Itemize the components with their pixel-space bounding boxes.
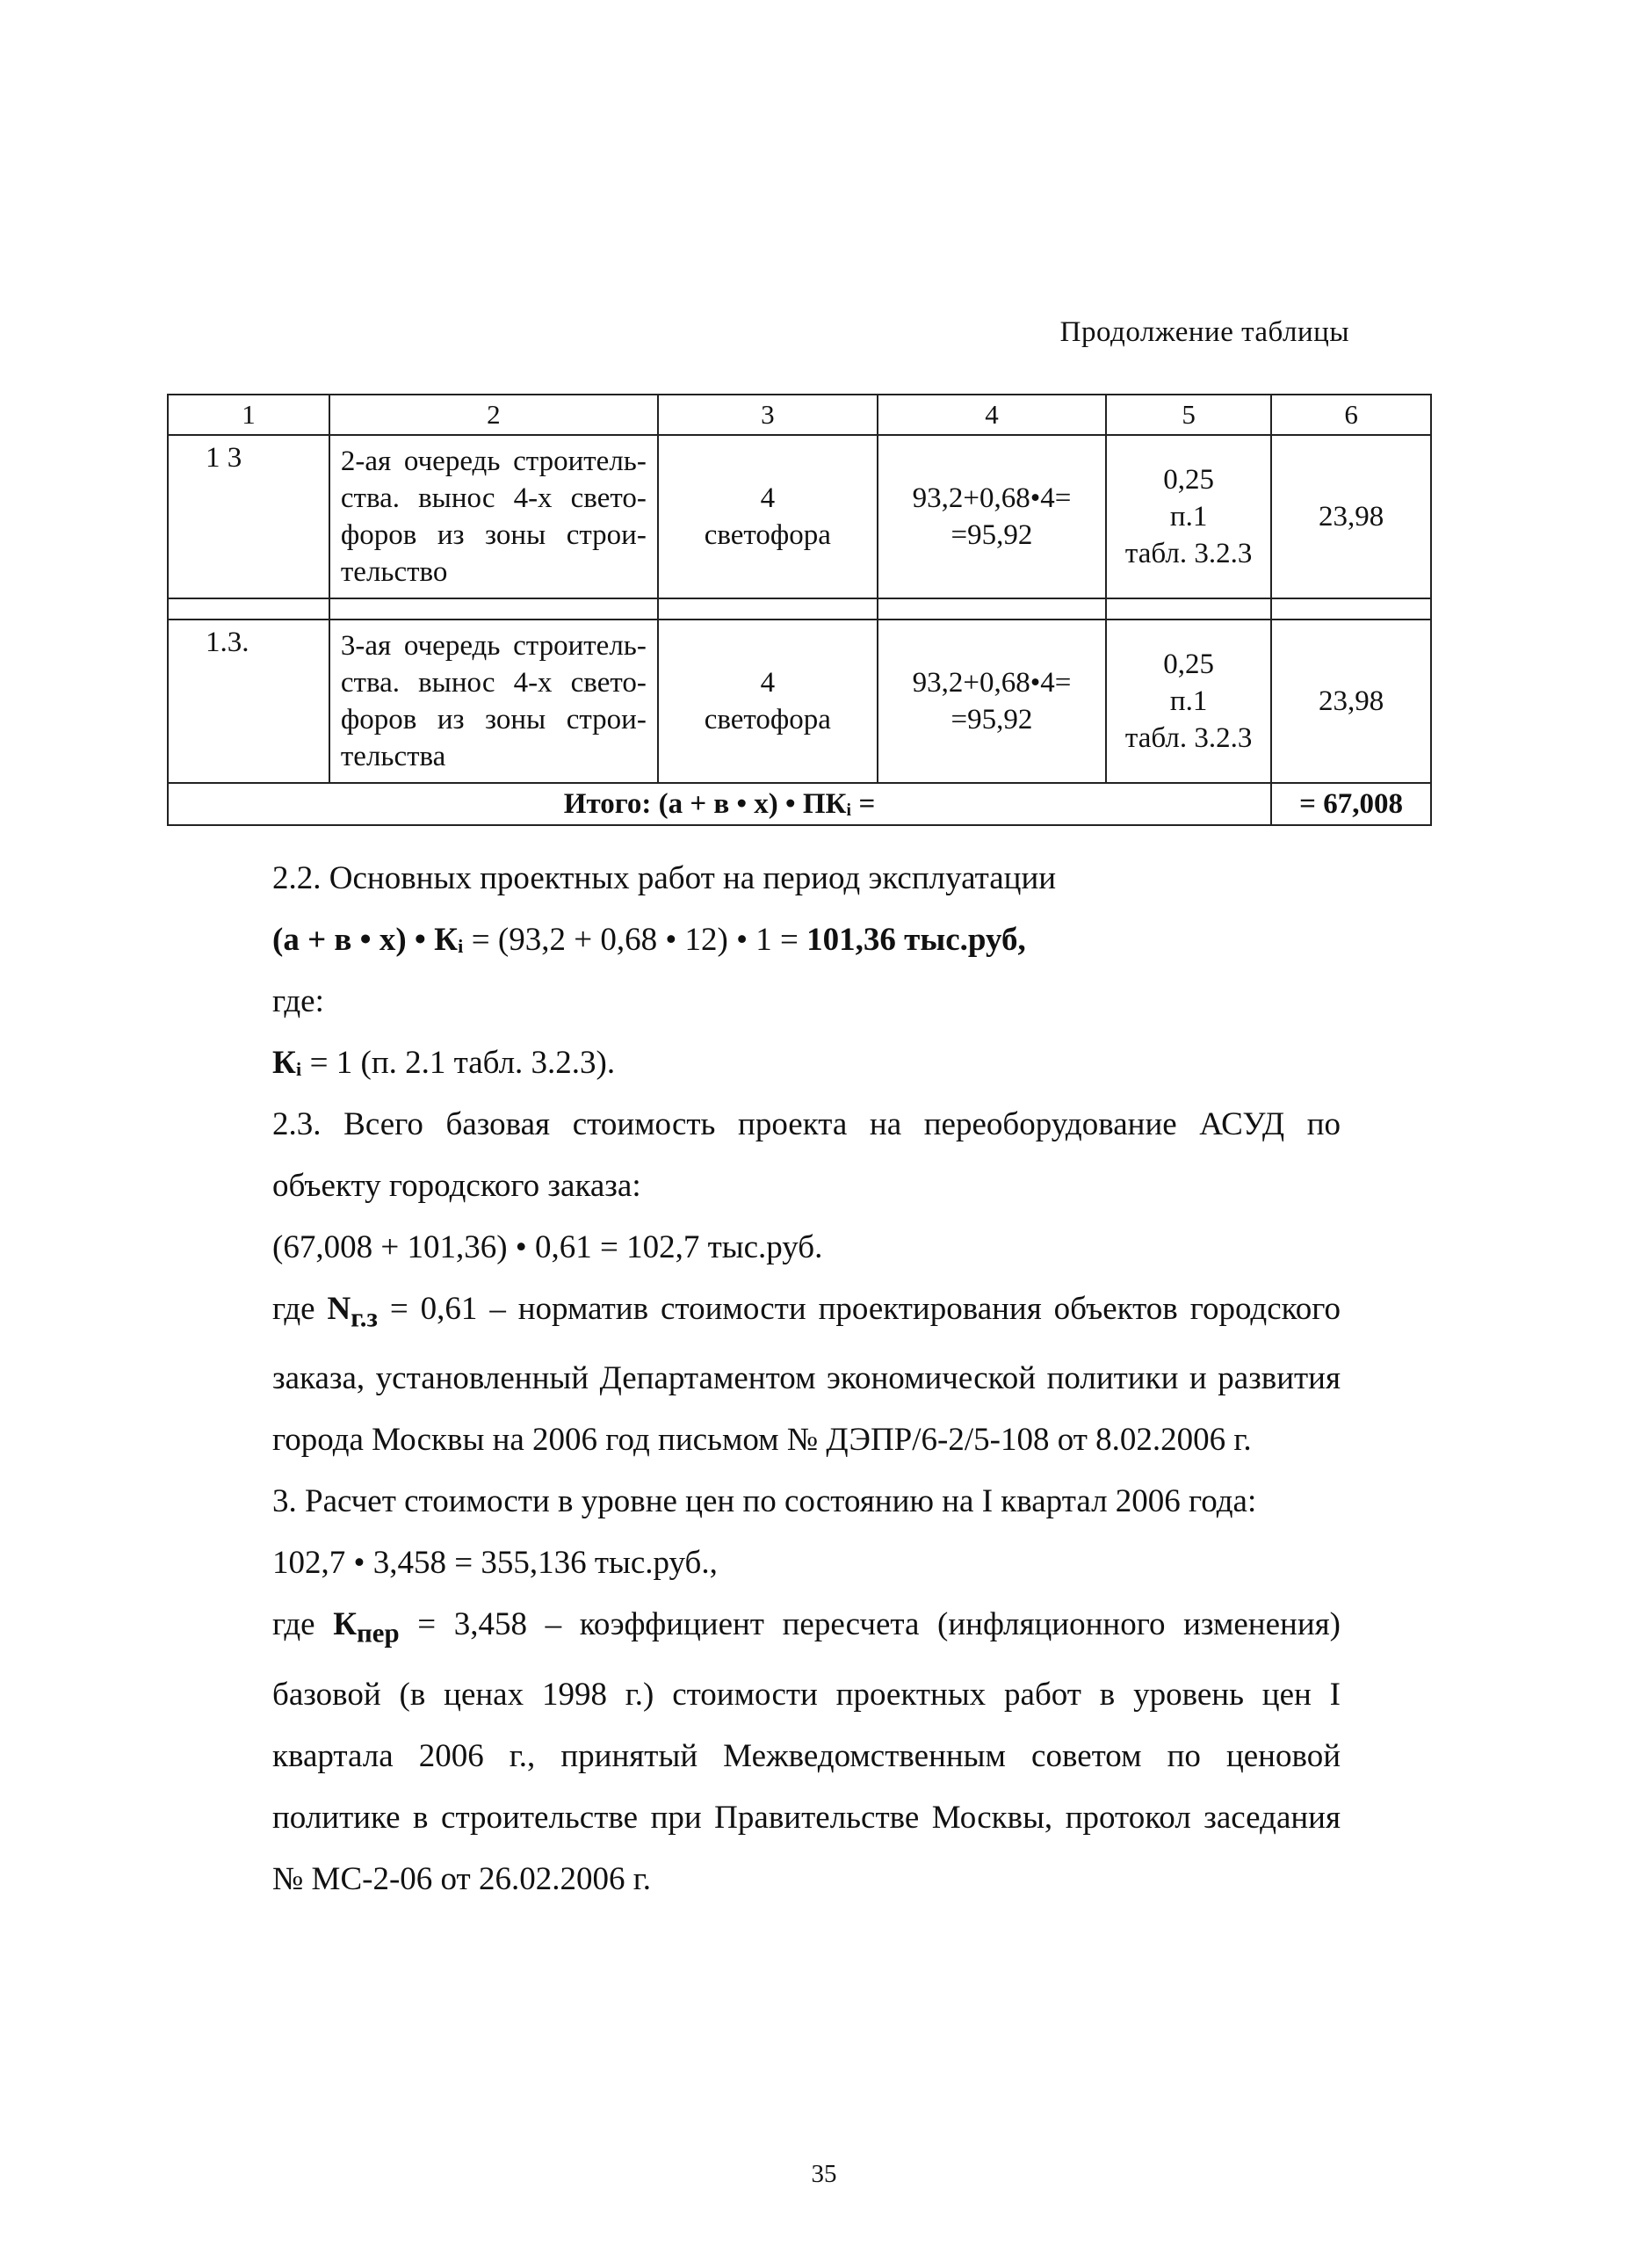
coefficient-value-text: = 1 (п. 2.1 табл. 3.2.3). bbox=[301, 1045, 616, 1081]
section-2-3-paragraph: 2.3. Всего базовая стоимость проекта на переоборудование АСУД по объекту городского заказа: bbox=[272, 1106, 1341, 1204]
recalc-coefficient-symbol bbox=[333, 1606, 400, 1648]
total-label: Итого: (а + в • х) • ПКᵢ = bbox=[168, 783, 1271, 825]
column-header-3: 3 bbox=[658, 395, 878, 435]
where-prefix: где bbox=[272, 1291, 328, 1327]
where-prefix: где bbox=[272, 1606, 334, 1643]
row-result: 23,98 bbox=[1271, 435, 1431, 598]
formula-final-cost: 102,7 • 3,458 = 355,136 тыс.руб., bbox=[272, 1545, 718, 1582]
calculation-line-2: =95,92 bbox=[950, 704, 1033, 735]
quantity-unit: светофора bbox=[704, 704, 831, 735]
norm-symbol-subscript: г.з bbox=[351, 1302, 378, 1333]
row-description: 3-ая очередь строитель-ства. вынос 4-х свето-форов из зоны строи-тельства bbox=[329, 620, 658, 783]
table-continuation-label: Продолжение таблицы bbox=[1059, 316, 1349, 348]
coefficient-ref-item: п.1 bbox=[1169, 501, 1208, 533]
coefficient-ref-table: табл. 3.2.3 bbox=[1124, 538, 1253, 569]
formula-lhs: (а + в • х) • Кᵢ bbox=[272, 922, 464, 958]
section-3-paragraph: 3. Расчет стоимости в уровне цен по состоянию на I квартал 2006 года: bbox=[272, 1483, 1257, 1520]
column-header-4: 4 bbox=[878, 395, 1106, 435]
coefficient-value: 0,25 bbox=[1163, 649, 1214, 680]
norm-description: = 0,61 – норматив стоимости проектирования объектов городского заказа, установленный Департаментом экономической политики и развития города Москвы на 2006 год письмом № ДЭПР/6-2/5-108 от 8.02.2006 г. bbox=[272, 1291, 1341, 1459]
coefficient-ref-table: табл. 3.2.3 bbox=[1124, 722, 1253, 754]
page-number: 35 bbox=[811, 2160, 837, 2188]
formula-base-cost: (67,008 + 101,36) • 0,61 = 102,7 тыс.руб. bbox=[272, 1229, 823, 1265]
recalc-coefficient-definition bbox=[183, 1594, 1341, 1909]
coefficient-symbol: Кᵢ bbox=[272, 1045, 302, 1081]
row-calculation bbox=[878, 435, 1106, 598]
where-label: где: bbox=[272, 983, 324, 1019]
total-value: = 67,008 bbox=[1271, 783, 1431, 825]
row-coefficient bbox=[1106, 435, 1271, 598]
column-header-1: 1 bbox=[168, 395, 329, 435]
recalc-symbol-letter: К bbox=[333, 1606, 358, 1643]
row-result: 23,98 bbox=[1271, 620, 1431, 783]
row-number: 1 3 bbox=[168, 435, 329, 598]
quantity-number: 4 bbox=[760, 667, 776, 699]
row-description: 2-ая очередь строитель-ства. вынос 4-х свето-форов из зоны строи-тельство bbox=[329, 435, 658, 598]
table-total-row bbox=[168, 783, 1431, 825]
table-row bbox=[168, 435, 1431, 598]
formula-expression: = (93,2 + 0,68 • 12) • 1 = bbox=[463, 922, 807, 958]
formula-operation-cost bbox=[183, 909, 1341, 971]
table-header-row bbox=[168, 395, 1431, 435]
row-quantity bbox=[658, 620, 878, 783]
recalc-symbol-subscript: пер bbox=[357, 1618, 400, 1648]
calculation-line-2: =95,92 bbox=[950, 519, 1033, 551]
calculation-line-1: 93,2+0,68•4= bbox=[912, 667, 1072, 699]
table-row bbox=[168, 620, 1431, 783]
section-2-2-heading: 2.2. Основных проектных работ на период эксплуатации bbox=[272, 860, 1057, 896]
document-body bbox=[183, 848, 1341, 1910]
column-header-6: 6 bbox=[1271, 395, 1431, 435]
norm-definition bbox=[183, 1279, 1341, 1471]
calculation-table bbox=[167, 394, 1432, 826]
recalc-coefficient-description: = 3,458 – коэффициент пересчета (инфляционного изменения) базовой (в ценах 1998 г.) стоимости проектных работ в уровень цен I квартала 2006 г., принятый Межведомственным советом по ценовой политике в строительстве при Правительстве Москвы, протокол заседания № МС-2-06 от 26.02.2006 г. bbox=[272, 1606, 1341, 1897]
row-coefficient bbox=[1106, 620, 1271, 783]
table-spacer-row bbox=[168, 598, 1431, 620]
column-header-2: 2 bbox=[329, 395, 658, 435]
row-number: 1.3. bbox=[168, 620, 329, 783]
row-quantity bbox=[658, 435, 878, 598]
norm-symbol bbox=[327, 1291, 378, 1333]
row-calculation bbox=[878, 620, 1106, 783]
calculation-line-1: 93,2+0,68•4= bbox=[912, 482, 1072, 514]
norm-symbol-letter: N bbox=[327, 1291, 351, 1327]
quantity-unit: светофора bbox=[704, 519, 831, 551]
coefficient-ref-item: п.1 bbox=[1169, 685, 1208, 717]
quantity-number: 4 bbox=[760, 482, 776, 514]
formula-result: 101,36 тыс.руб, bbox=[806, 922, 1026, 958]
coefficient-value: 0,25 bbox=[1163, 464, 1214, 496]
coefficient-definition bbox=[183, 1033, 1341, 1094]
column-header-5: 5 bbox=[1106, 395, 1271, 435]
